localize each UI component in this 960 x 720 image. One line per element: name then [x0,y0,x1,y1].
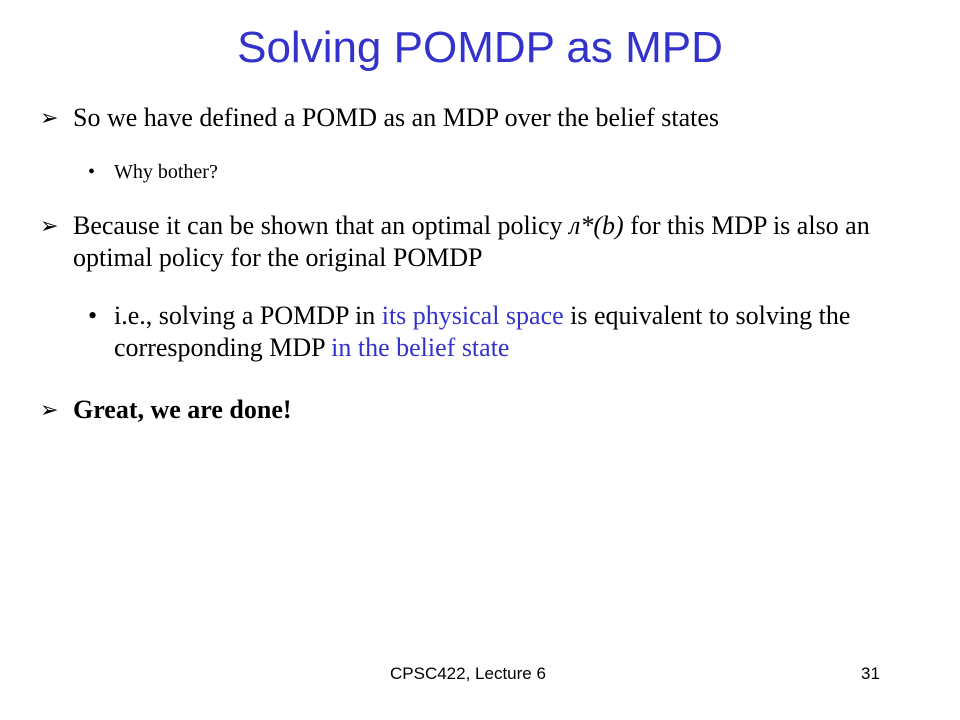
policy-symbol: л*(b) [569,211,624,240]
ie-text-2: is equivalent to solving the corresponding MDP [114,301,851,362]
slide-title: Solving POMDP as MPD [237,23,723,72]
belief-state-text: in the belief state [331,333,510,362]
policy-text-after: for this MDP is also an optimal policy for the original POMDP [73,211,870,272]
bullet-great-done [40,394,900,426]
bullet-belief-states [40,102,900,134]
sub-bullet-text [114,300,900,364]
ie-text-1: i.e., solving a POMDP in [114,301,382,330]
arrow-bullet-icon: ➢ [40,213,59,238]
bullet-text: Great, we are done! [73,395,292,424]
dot-bullet-icon: • [88,161,96,183]
arrow-bullet-icon: ➢ [40,397,59,422]
sub-bullet-ie [88,300,900,364]
sub-bullet-text: Why bother? [114,161,218,183]
bullet-text: So we have defined a POMD as an MDP over the belief states [73,103,719,132]
footer-page-number: 31 [861,664,880,683]
footer-course: CPSC422, Lecture 6 [390,664,546,683]
sub-bullet-why-bother [88,156,888,188]
policy-text-before: Because it can be shown that an optimal policy [73,211,570,240]
arrow-bullet-icon: ➢ [40,105,59,130]
dot-bullet-icon: • [88,301,98,330]
bullet-text [73,210,900,274]
physical-space-text: its physical space [381,301,564,330]
bullet-optimal-policy [40,210,900,274]
